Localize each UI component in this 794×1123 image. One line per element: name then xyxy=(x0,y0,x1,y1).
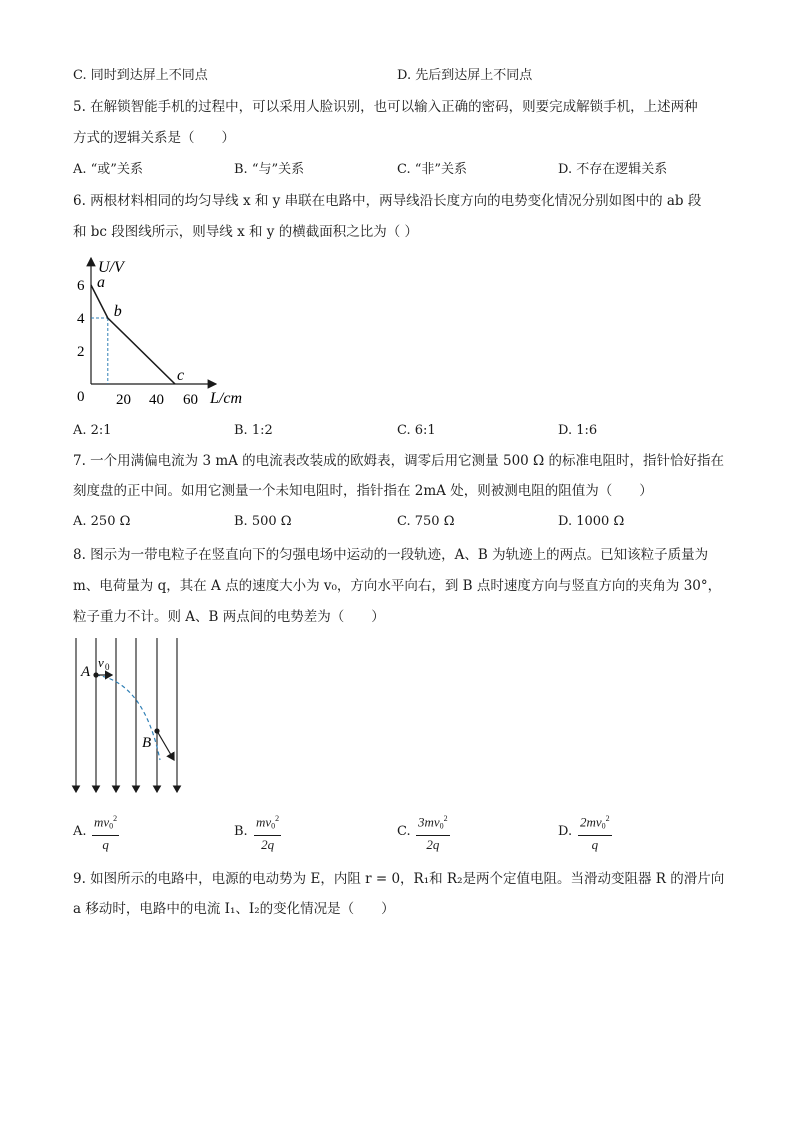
q4-option-d: D. 先后到达屏上不同点 xyxy=(397,68,533,83)
x-tick-label-20: 20 xyxy=(116,392,131,408)
q4-option-c: C. 同时到达屏上不同点 xyxy=(73,68,208,83)
q9-stem-line2: a 移动时，电路中的电流 I₁、I₂的变化情况是（ ） xyxy=(73,901,395,917)
q6-option-d: D. 1:6 xyxy=(558,423,598,438)
label-v0: v xyxy=(98,655,104,670)
x-axis-label: L/cm xyxy=(210,390,242,407)
point-label-c: c xyxy=(177,367,185,384)
origin-label: 0 xyxy=(77,389,85,405)
q8-option-c-letter: C. xyxy=(397,824,411,839)
q5-option-a: A. “或”关系 xyxy=(73,162,143,177)
q8-option-b-fraction: $\frac{mv_0^2}{2q}$ xyxy=(254,810,281,854)
y-tick-label-6: 6 xyxy=(77,278,85,294)
q5-stem-line2: 方式的逻辑关系是（ ） xyxy=(73,130,235,146)
q6-stem-line2: 和 bc 段图线所示，则导线 x 和 y 的横截面积之比为（ ） xyxy=(73,224,418,240)
q8-stem-line3: 粒子重力不计。则 A、B 两点间的电势差为（ ） xyxy=(73,609,385,625)
q7-stem-line1: 7. 一个用满偏电流为 3 mA 的电流表改装成的欧姆表，调零后用它测量 500 Ω 的标准电阻时，指针恰好指在 xyxy=(73,453,725,469)
q8-option-d-fraction: $\frac{2mv_0^2}{q}$ xyxy=(578,810,612,854)
q6-option-b: B. 1:2 xyxy=(234,423,273,438)
q7-stem-line2: 刻度盘的正中间。如用它测量一个未知电阻时，指针指在 2mA 处，则被测电阻的阻值为（ ） xyxy=(73,483,653,499)
label-point-b: B xyxy=(142,735,152,751)
q5-option-c: C. “非”关系 xyxy=(397,162,468,177)
q5-option-b: B. “与”关系 xyxy=(234,162,305,177)
label-v0-sub: 0 xyxy=(105,662,110,672)
q7-option-a: A. 250 Ω xyxy=(73,514,131,529)
q7-option-b: B. 500 Ω xyxy=(234,514,292,529)
velocity-b-arrow xyxy=(157,731,174,760)
y-tick-label-4: 4 xyxy=(77,311,85,327)
x-tick-label-60: 60 xyxy=(183,392,198,408)
q8-electric-field-figure xyxy=(70,632,190,802)
q5-stem-line1: 5. 在解锁智能手机的过程中，可以采用人脸识别，也可以输入正确的密码，则要完成解锁手机，上述两种 xyxy=(73,99,698,115)
y-axis-label: U/V xyxy=(98,259,124,276)
point-label-b: b xyxy=(113,303,122,320)
q5-option-d: D. 不存在逻辑关系 xyxy=(558,162,668,177)
y-tick-label-2: 2 xyxy=(77,344,85,360)
q7-option-c: C. 750 Ω xyxy=(397,514,455,529)
q6-voltage-length-chart xyxy=(70,252,260,412)
q6-option-c: C. 6:1 xyxy=(397,423,436,438)
q8-option-c-fraction: $\frac{3mv_0^2}{2q}$ xyxy=(416,810,450,854)
x-tick-label-40: 40 xyxy=(149,392,164,408)
q8-option-a-fraction: $\frac{mv_0^2}{q}$ xyxy=(92,810,119,854)
q9-stem-line1: 9. 如图所示的电路中，电源的电动势为 E，内阻 r = 0，R₁和 R₂是两个定值电阻。当滑动变阻器 R 的滑片向 xyxy=(73,871,725,887)
q8-option-a-letter: A. xyxy=(73,824,87,839)
q8-option-d-letter: D. xyxy=(558,824,573,839)
q8-stem-line2: m、电荷量为 q，其在 A 点的速度大小为 v₀，方向水平向右，到 B 点时速度方向与竖直方向的夹角为 30°， xyxy=(73,578,722,594)
q8-stem-line1: 8. 图示为一带电粒子在竖直向下的匀强电场中运动的一段轨迹，A、B 为轨迹上的两点。已知该粒子质量为 xyxy=(73,547,709,563)
label-point-a: A xyxy=(81,664,91,680)
point-label-a: a xyxy=(97,274,105,291)
q7-option-d: D. 1000 Ω xyxy=(558,514,625,529)
q6-stem-line1: 6. 两根材料相同的均匀导线 x 和 y 串联在电路中，两导线沿长度方向的电势变化情况分别如图中的 ab 段 xyxy=(73,193,702,209)
series-line-abc xyxy=(91,285,175,384)
q6-option-a: A. 2:1 xyxy=(73,423,112,438)
q8-option-b-letter: B. xyxy=(234,824,248,839)
